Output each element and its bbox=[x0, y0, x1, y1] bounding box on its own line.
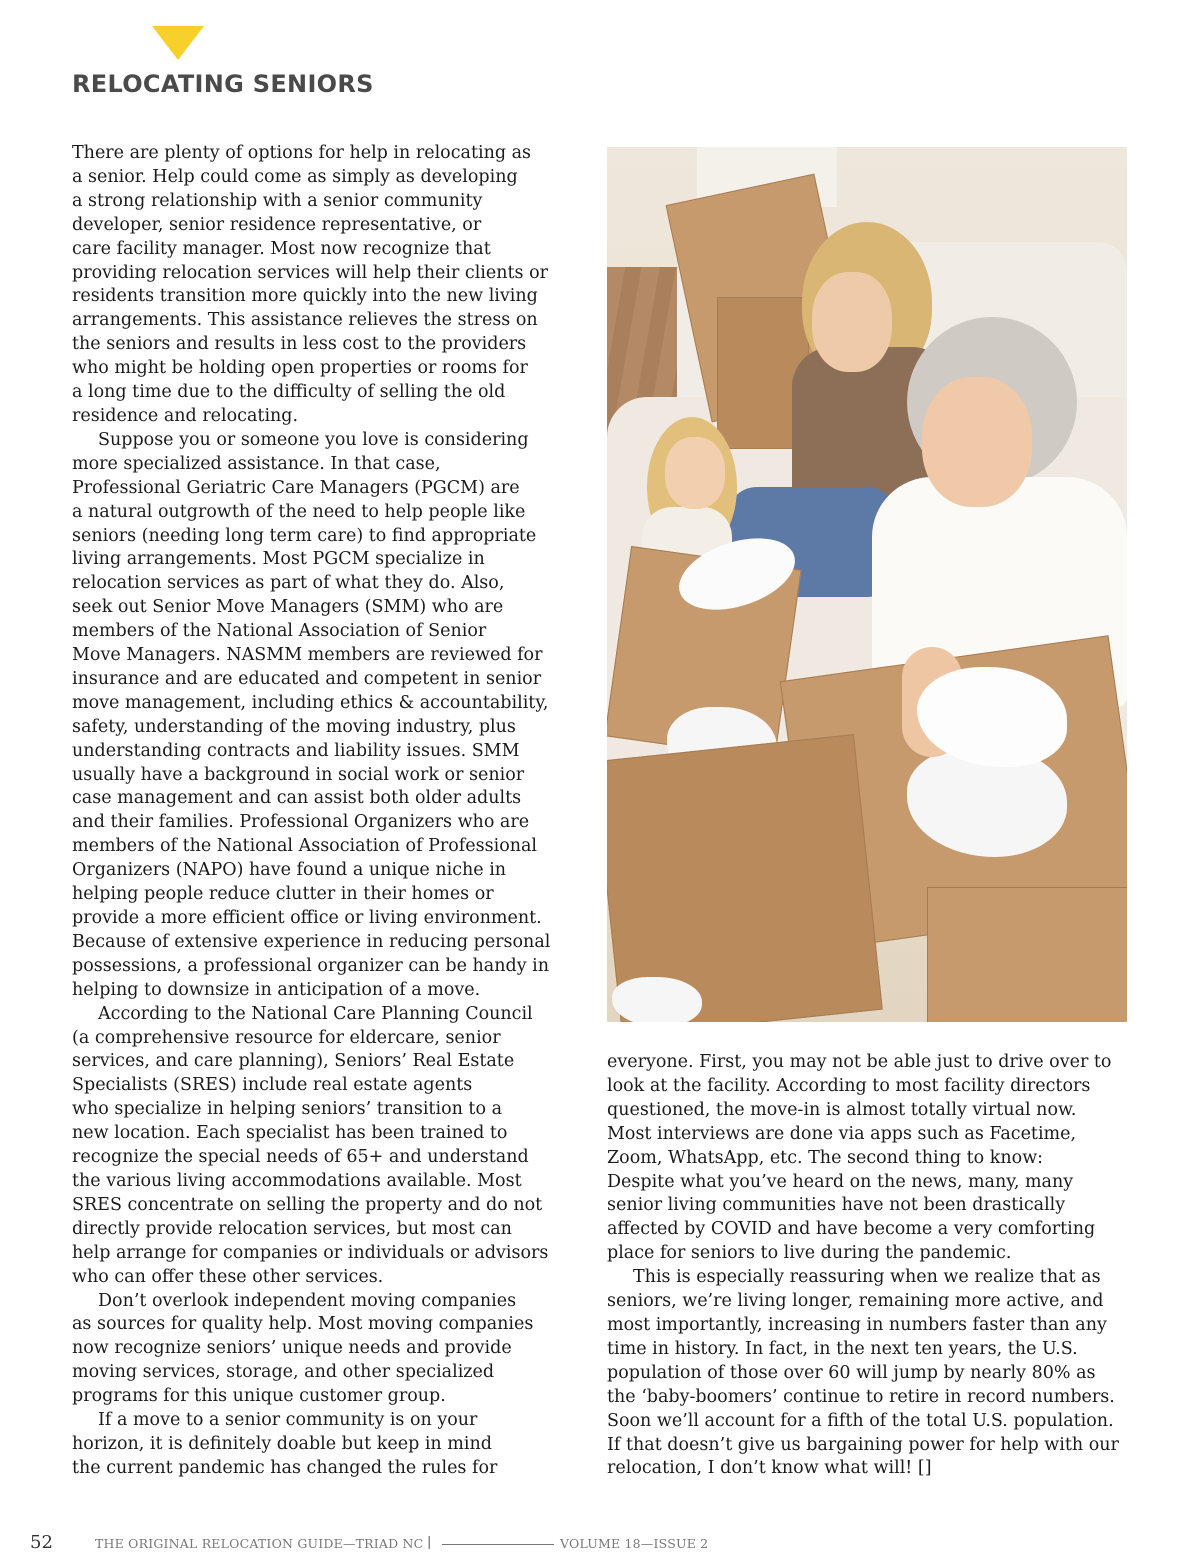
article-paragraph: Suppose you or someone you love is considering more specialized assistance. In that case, Professional Geriatric Care Managers (PGCM) are a natural outgrowth of the need to help people like seniors (needing long term care) to find appropriate living arrangements. Most PGCM specialize in relocation services as part of what they do. Also, seek out Senior Move Managers (SMM) who are members of the National Association of Senior Move Managers. NASMM members are reviewed for insurance and are educated and competent in senior move management, including ethics & accountability, safety, understanding of the moving industry, plus understanding contracts and liability issues. SMM usually have a background in social work or senior case management and can assist both older adults and their families. Professional Organizers who are members of the National Association of Professional Organizers (NAPO) have found a unique niche in helping people reduce clutter in their homes or provide a more efficient office or living environment. Because of extensive experience in reducing personal possessions, a professional organizer can be handy in helping to downsize in anticipation of a move. bbox=[72, 429, 551, 1000]
publication-name: THE ORIGINAL RELOCATION GUIDE—TRIAD NC bbox=[95, 1536, 424, 1551]
article-paragraph: According to the National Care Planning Council (a comprehensive resource for eldercare, senior services, and care planning), Seniors’ Real Estate Specialists (SRES) include real estate agents who specialize in helping seniors’ transition to a new location. Each specialist has been trained to recognize the special needs of 65+ and understand the various living accommodations available. Most SRES concentrate on selling the property and do not directly provide relocation services, but most can help arrange for companies or individuals or advisors who can offer these other services. bbox=[72, 1003, 549, 1287]
triangle-down-icon bbox=[152, 26, 204, 60]
article-paragraph: There are plenty of options for help in relocating as a senior. Help could come as simply as developing a strong relationship with a senior community developer, senior residence representative, or care facility manager. Most now recognize that providing relocation services will help their clients or residents transition more quickly into the new living arrangements. This assistance relieves the stress on the seniors and results in less cost to the providers who might be holding open properties or rooms for a long time due to the difficulty of selling the old residence and relocating. bbox=[72, 143, 549, 426]
article-photo bbox=[607, 147, 1127, 1022]
page-number: 52 bbox=[30, 1532, 53, 1553]
article-left-column bbox=[72, 142, 572, 1481]
volume-issue: VOLUME 18—ISSUE 2 bbox=[560, 1536, 709, 1551]
article-paragraph: everyone. First, you may not be able just to drive over to look at the facility. According to most facility directors questioned, the move-in is almost totally virtual now. Most interviews are done via apps such as Facetime, Zoom, WhatsApp, etc. The second thing to know: Despite what you’ve heard on the news, many, many senior living communities have not been drastically affected by COVID and have become a very comforting place for seniors to live during the pandemic. bbox=[607, 1052, 1112, 1264]
page-footer bbox=[30, 1534, 1170, 1558]
article-paragraph: This is especially reassuring when we realize that as seniors, we’re living longer, remaining more active, and most importantly, increasing in numbers faster than any time in history. In fact, in the next ten years, the U.S. population of those over 60 will jump by nearly 80% as the ‘baby-boomers’ continue to retire in record numbers. Soon we’ll account for a fifth of the total U.S. population. If that doesn’t give us bargaining power for help with our relocation, I don’t know what will! [] bbox=[607, 1267, 1119, 1479]
section-title: RELOCATING SENIORS bbox=[72, 70, 374, 98]
article-right-column bbox=[607, 1051, 1147, 1481]
footer-separator: | bbox=[427, 1535, 432, 1550]
article-paragraph: Don’t overlook independent moving companies as sources for quality help. Most moving companies now recognize seniors’ unique needs and provide moving services, storage, and other specialized programs for this unique customer group. bbox=[72, 1290, 534, 1407]
footer-rule bbox=[442, 1544, 554, 1545]
article-paragraph: If a move to a senior community is on your horizon, it is definitely doable but keep in mind the current pandemic has changed the rules for bbox=[72, 1410, 498, 1478]
